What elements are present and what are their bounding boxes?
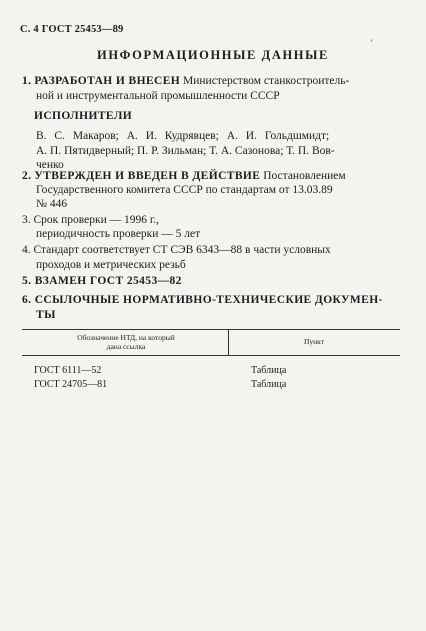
section-4-line-1: 4. Стандарт соответствует СТ СЭВ 6343—88 в части условных	[22, 244, 331, 256]
table-header-item: Пункт	[303, 337, 324, 346]
section-2-number: 2.	[22, 170, 32, 182]
section-5-line-1: 5. ВЗАМЕН ГОСТ 25453—82	[22, 275, 182, 287]
page-header: С. 4 ГОСТ 25453—89	[20, 24, 124, 35]
table-header-rule	[22, 355, 400, 356]
executors-line-1: В. С. Макаров; А. И. Кудрявцев; А. И. Гольдшмидт;	[36, 130, 330, 142]
table-column-divider	[228, 329, 229, 355]
section-6-line-1: 6. ССЫЛОЧНЫЕ НОРМАТИВНО-ТЕХНИЧЕСКИЕ ДОКУМЕН-	[22, 294, 383, 306]
table-header-document-line-1: Обозначение НТД, на который	[77, 333, 175, 342]
table-row-1-item: Таблица	[251, 365, 287, 376]
table-row-1-doc: ГОСТ 6111—52	[34, 365, 102, 376]
section-2-line-1	[22, 169, 346, 183]
section-2-line-2: Государственного комитета СССР по стандартам от 13.03.89	[36, 184, 333, 196]
corner-mark: ʼ	[370, 38, 373, 48]
table-row-2-doc: ГОСТ 24705—81	[34, 379, 108, 390]
section-1-line-2: ной и инструментальной промышленности СССР	[36, 90, 280, 102]
section-2-heading: УТВЕРЖДЕН И ВВЕДЕН В ДЕЙСТВИЕ	[34, 170, 261, 182]
section-1-line-1	[22, 74, 349, 88]
section-3-line-1: 3. Срок проверки — 1996 г.,	[22, 214, 160, 226]
section-1-number: 1.	[22, 75, 32, 87]
section-6-line-2: ТЫ	[36, 309, 56, 321]
section-2-line-3: № 446	[36, 198, 68, 210]
executors-line-2: А. П. Пятидверный; П. Р. Зильман; Т. А. Сазонова; Т. П. Вов-	[36, 145, 335, 157]
table-top-rule	[22, 329, 400, 330]
table-row-2-item: Таблица	[251, 379, 287, 390]
section-1-heading: РАЗРАБОТАН И ВНЕСЕН	[34, 75, 181, 87]
section-2-text: Постановлением	[263, 170, 346, 182]
table-header-document	[28, 333, 224, 351]
executors-line-3: ченко	[36, 159, 64, 171]
section-1-text: Министерством станкостроитель-	[183, 75, 350, 87]
table-header-document-line-2: дана ссылка	[106, 342, 146, 351]
section-4-line-2: проходов и метрических резьб	[36, 259, 186, 271]
section-3-line-2: периодичность проверки — 5 лет	[36, 228, 201, 240]
executors-heading: ИСПОЛНИТЕЛИ	[34, 110, 133, 122]
page-title: ИНФОРМАЦИОННЫЕ ДАННЫЕ	[97, 48, 329, 62]
